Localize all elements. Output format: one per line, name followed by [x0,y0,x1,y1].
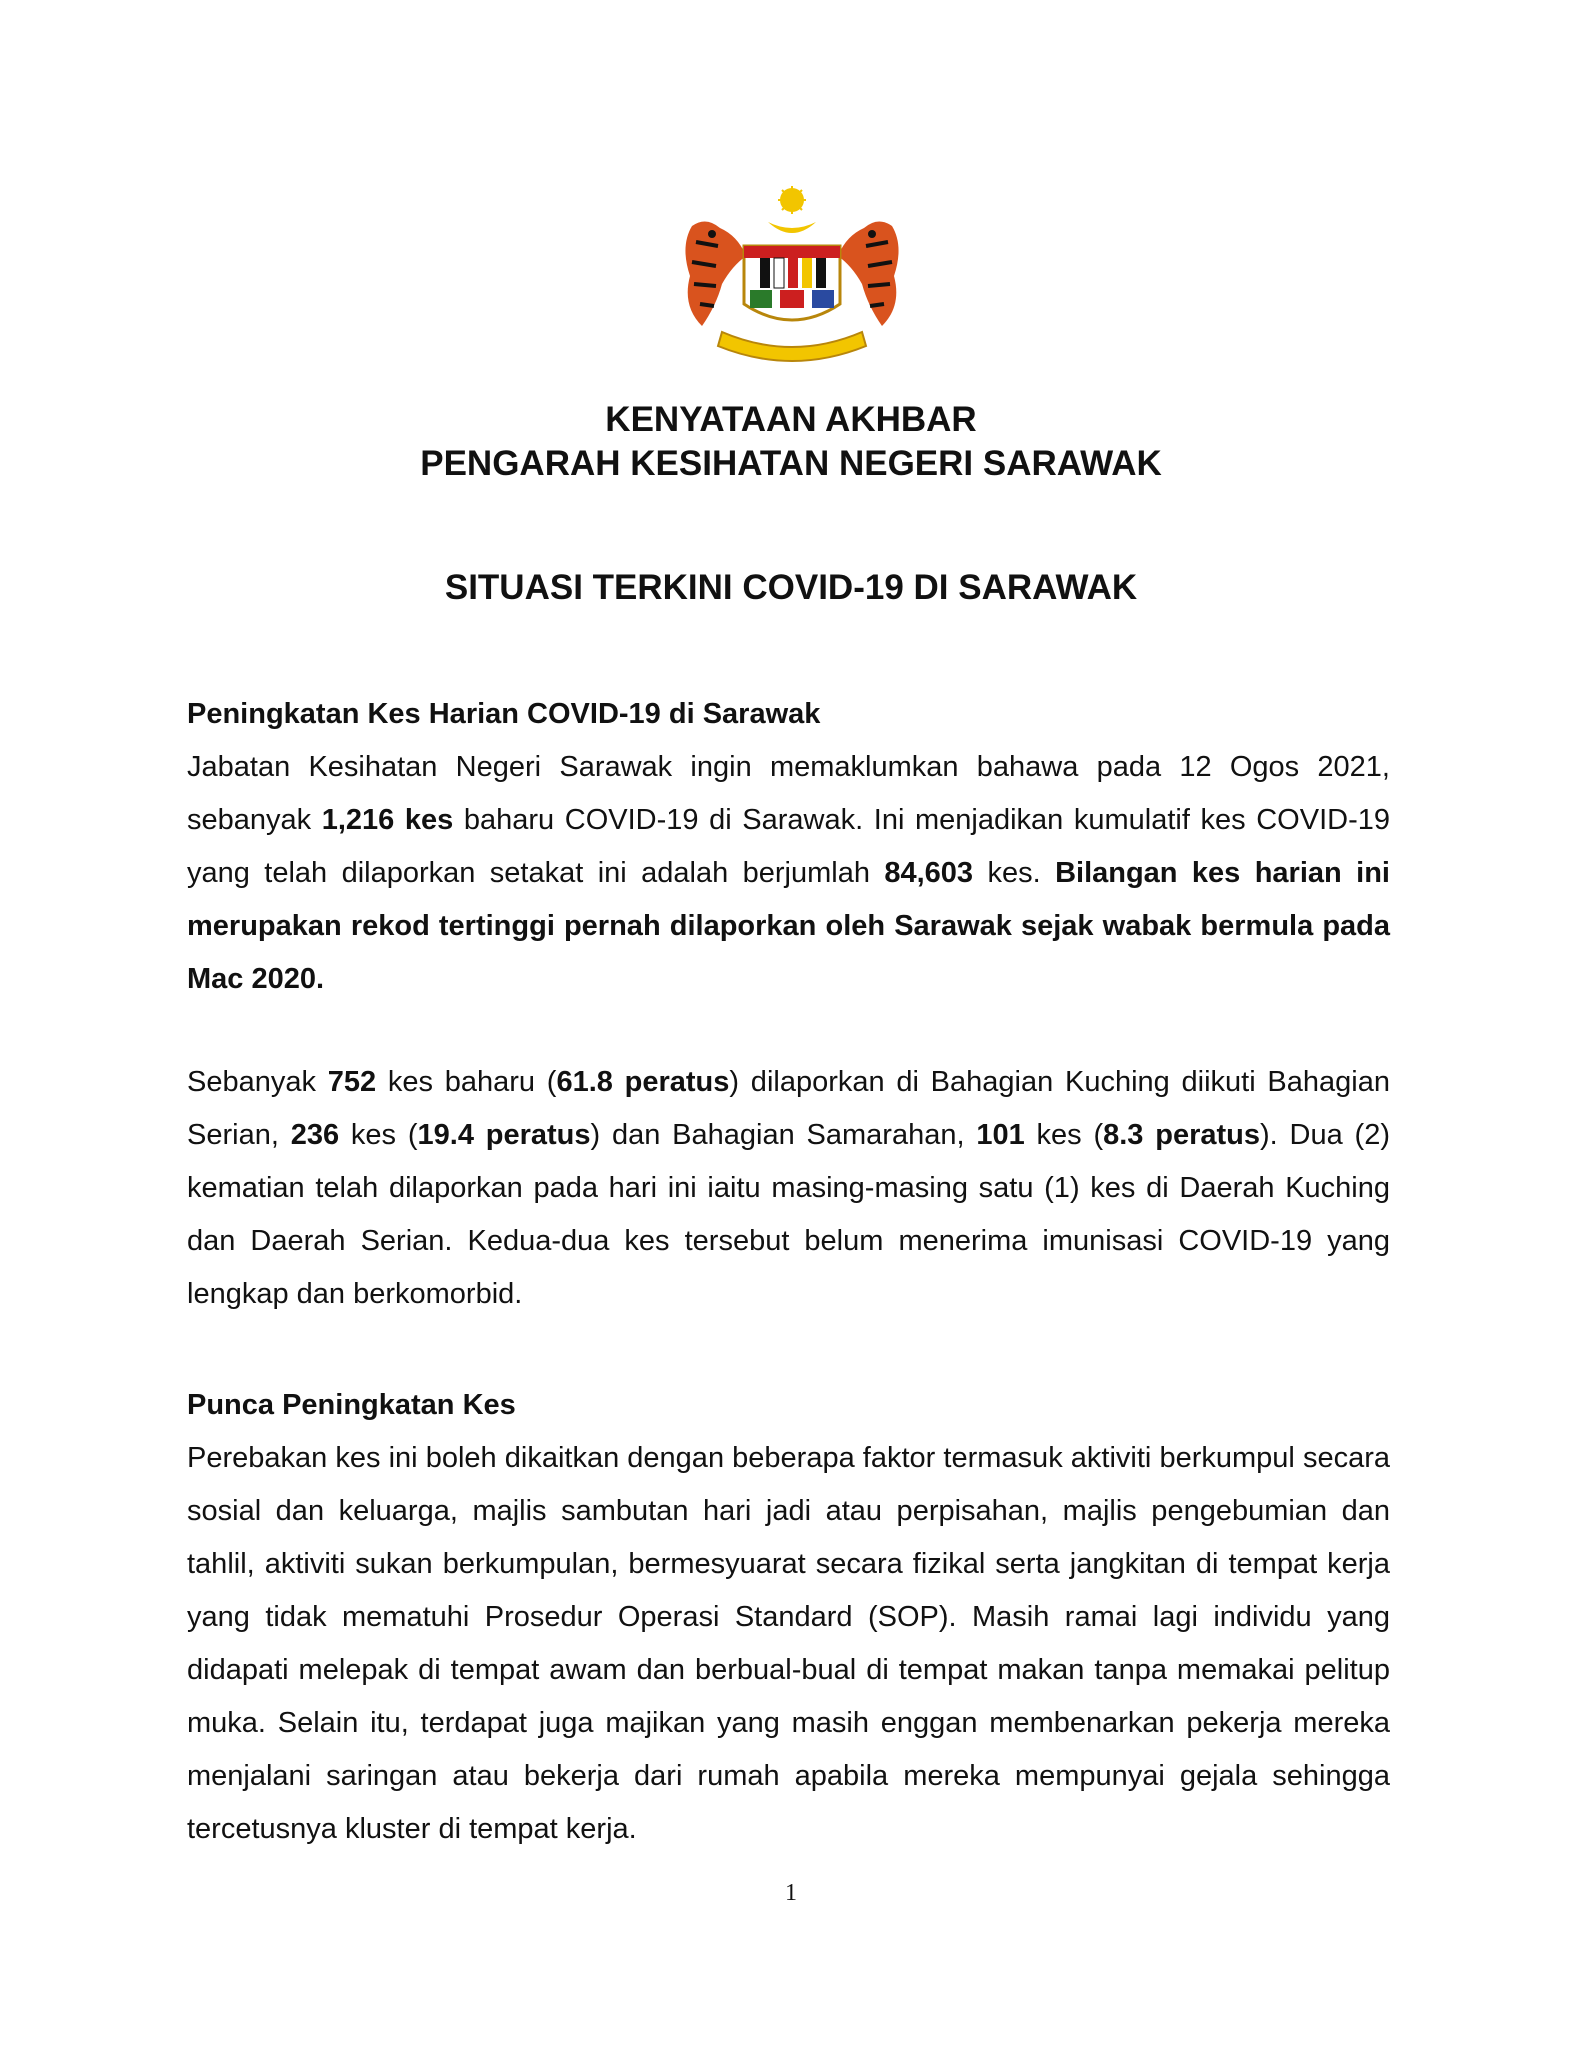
paragraph: Jabatan Kesihatan Negeri Sarawak ingin memaklumkan bahawa pada 12 Ogos 2021, sebanyak 1,216 kes baharu COVID-19 di Sarawak. Ini menjadikan kumulatif kes COVID-19 yang telah dilaporkan setakat ini adalah berjumlah 84,603 kes. Bilangan kes harian ini merupakan rekod tertinggi pernah dilaporkan oleh Sarawak sejak wabak bermula pada Mac 2020. [187,751,1391,995]
left-tiger-icon [685,221,746,326]
motto-scroll [718,332,866,361]
document-subtitle: SITUASI TERKINI COVID-19 DI SARAWAK [444,568,1138,607]
title-line-1: KENYATAAN AKHBAR [605,400,977,439]
right-tiger-icon [838,221,899,326]
shield-icon [744,246,840,320]
document-title [0,398,1582,486]
section-case-distribution [187,1056,1390,1321]
page-number: 1 [785,1880,797,1906]
section-case-increase [187,688,1390,1006]
paragraph: Sebanyak 752 kes baharu (61.8 peratus) dilaporkan di Bahagian Kuching diikuti Bahagian Serian, 236 kes (19.4 peratus) dan Bahagian Samarahan, 101 kes (8.3 peratus). Dua (2) kematian telah dilaporkan pada hari ini iaitu masing-masing satu (1) kes di Daerah Kuching dan Daerah Serian. Kedua-dua kes tersebut belum menerima imunisasi COVID-19 yang lengkap dan berkomorbid. [187,1066,1390,1310]
paragraph: Perebakan kes ini boleh dikaitkan dengan beberapa faktor termasuk aktiviti berkumpul secara sosial dan keluarga, majlis sambutan hari jadi atau perpisahan, majlis pengebumian dan tahlil, aktiviti sukan berkumpulan, bermesyuarat secara fizikal serta jangkitan di tempat kerja yang tidak mematuhi Prosedur Operasi Standard (SOP). Masih ramai lagi individu yang didapati melepak di tempat awam dan berbual-bual di tempat makan tanpa memakai pelitup muka. Selain itu, terdapat juga majikan yang masih enggan membenarkan pekerja mereka menjalani saringan atau bekerja dari rumah apabila mereka mempunyai gejala sehingga tercetusnya kluster di tempat kerja. [187,1442,1390,1845]
section-causes [187,1379,1390,1856]
section-heading: Peningkatan Kes Harian COVID-19 di Sarawak [187,698,821,730]
title-line-2: PENGARAH KESIHATAN NEGERI SARAWAK [420,444,1162,483]
crescent-icon [768,222,816,233]
section-heading: Punca Peningkatan Kes [187,1389,516,1421]
coat-of-arms-icon [672,186,912,366]
